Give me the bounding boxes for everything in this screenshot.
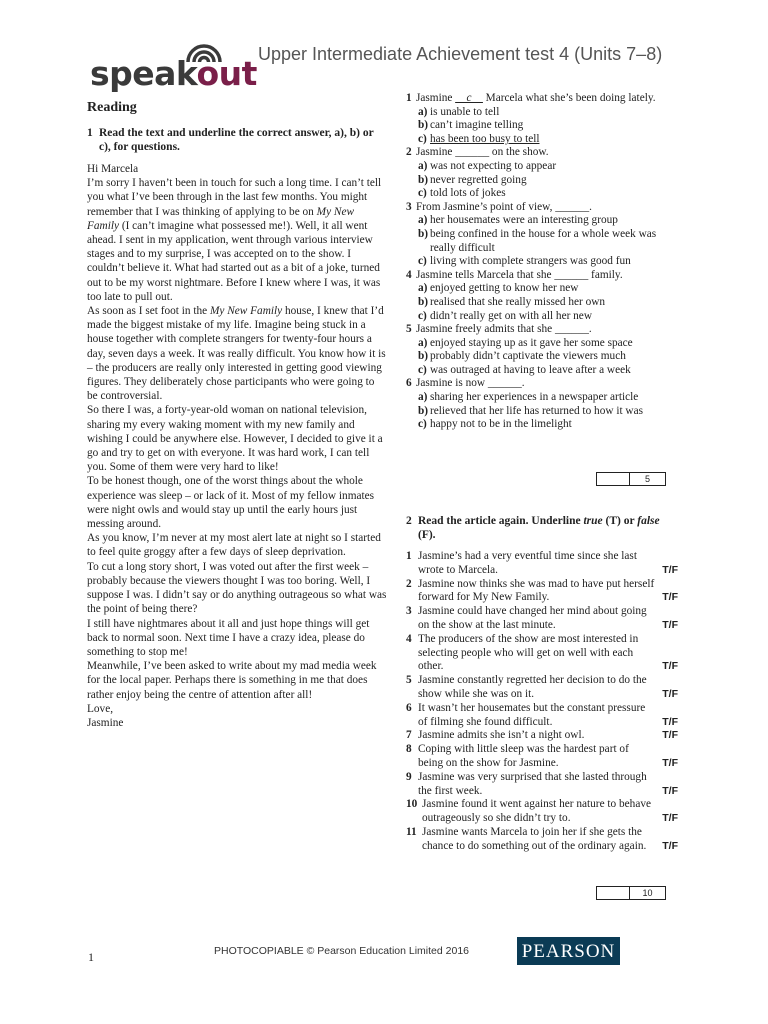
- option-letter: b): [418, 295, 429, 308]
- true-false-item: [406, 550, 678, 578]
- item-number: 4: [406, 632, 412, 645]
- true-false-choice[interactable]: T/F: [662, 839, 678, 852]
- multiple-choice-questions: [406, 92, 678, 432]
- true-false-item: [406, 578, 678, 606]
- letter-paragraph: As soon as I set foot in the My New Family house, I knew that I’d made the biggest mistake of my life. Imagine being stuck in a house together with complete strangers for twenty-four hours a day, seven days a week. It was really difficult. You know how it is – the producers are really only interested in getting good viewing figures. They deliberately chose participants who were going to be controversial.: [87, 305, 386, 403]
- score-total: 5: [644, 474, 650, 484]
- option-text: enjoyed getting to know her new: [430, 282, 579, 295]
- option-letter: c): [418, 255, 427, 268]
- option-letter: a): [418, 214, 428, 227]
- question-number: 5: [406, 323, 412, 336]
- question-stem: Jasmine __c__ Marcela what she’s been doing lately.: [416, 92, 656, 104]
- letter-greeting: Hi Marcela: [87, 163, 139, 175]
- true-false-item: [406, 605, 678, 633]
- option-letter: c): [418, 132, 427, 145]
- true-false-choice[interactable]: T/F: [662, 687, 678, 700]
- letter-paragraph: So there I was, a forty-year-old woman on national television, sharing my every waking moment with my new family and wishing I could be anywhere else. However, I decided to give it a go and try to get on with everyone. It was hard work, I can tell you. Some of them were very hard to like!: [87, 404, 383, 474]
- item-number: 5: [406, 674, 412, 687]
- letter-paragraph: I’m sorry I haven’t been in touch for such a long time. I can’t tell you what I’ve been through in the last few months. You might remember that I was thinking of applying to be on My New Family (I can’t imagine what possessed me!). Well, it all went ahead. I sent in my application, went through various interview stages and to my surprise, I was accepted on to the show. I couldn’t believe it. What had started out as a bit of a joke, turned out to be my worst nightmare. Before I knew where I was, it was too late to pull out.: [87, 177, 382, 303]
- true-false-list: [406, 550, 678, 854]
- answer-option[interactable]: [406, 255, 678, 269]
- option-text: didn’t really get on with all her new: [430, 309, 592, 322]
- item-statement: Coping with little sleep was the hardest part of being on the show for Jasmine.: [418, 743, 629, 769]
- letter-paragraph: Meanwhile, I’ve been asked to write about my mad media week for the local paper. Perhaps there is something in me that does rather enjoy being the centre of attention after all!: [87, 660, 377, 701]
- item-statement: Jasmine admits she isn’t a night owl.: [418, 729, 585, 742]
- show-title: My New Family: [210, 305, 283, 318]
- option-letter: b): [418, 119, 429, 132]
- option-letter: c): [418, 309, 427, 322]
- question: [406, 92, 678, 106]
- answer-option[interactable]: [406, 187, 678, 201]
- answer-option[interactable]: [406, 310, 678, 324]
- letter-signoff: Love,: [87, 702, 114, 715]
- reading-section: [87, 100, 387, 730]
- instruction-text: Read the article again. Underline true (T) or false (F).: [418, 515, 660, 541]
- option-letter: a): [418, 391, 428, 404]
- item-number: 11: [406, 825, 417, 838]
- option-text: sharing her experiences in a newspaper article: [430, 391, 639, 404]
- true-false-choice[interactable]: T/F: [662, 812, 678, 825]
- true-false-item: [406, 743, 678, 771]
- question-stem: Jasmine is now ______.: [416, 377, 525, 390]
- page-number: 1: [88, 950, 94, 964]
- item-number: 7: [406, 729, 412, 742]
- question-number: 2: [406, 146, 412, 159]
- score-blank[interactable]: [597, 473, 630, 485]
- answer-option[interactable]: [406, 405, 678, 419]
- question: [406, 269, 678, 283]
- question: [406, 323, 678, 337]
- item-number: 10: [406, 798, 418, 811]
- item-statement: Jasmine could have changed her mind about going on the show at the last minute.: [418, 605, 647, 631]
- letter-paragraph: To cut a long story short, I was voted out after the first week – probably because the viewers thought I was too boring. Well, I suppose I was. I didn’t say or do anything outrageous so what was the point of being there?: [87, 560, 387, 616]
- score-box-2: [596, 886, 666, 900]
- test-title: Upper Intermediate Achievement test 4 (Units 7–8): [258, 44, 663, 64]
- answer-option[interactable]: [406, 364, 678, 378]
- item-statement: Jasmine now thinks she was mad to have put herself forward for My New Family.: [418, 577, 655, 604]
- letter-paragraph: To be honest though, one of the worst things about the whole experience was sleep – or lack of it. Most of my fellow inmates were night owls and would stay up until the early hours just messing around.: [87, 475, 375, 531]
- item-number: 1: [406, 550, 412, 562]
- option-text: has been too busy to tell: [430, 132, 540, 145]
- question-number: 3: [406, 200, 412, 213]
- option-letter: a): [418, 336, 428, 349]
- question-stem: Jasmine freely admits that she ______.: [416, 323, 592, 336]
- item-statement: Jasmine was very surprised that she lasted through the first week.: [418, 770, 647, 797]
- letter-paragraph: I still have nightmares about it all and just hope things will get back to normal soon. Next time I have a crazy idea, please do something to stop me!: [87, 617, 370, 658]
- option-letter: b): [418, 404, 429, 417]
- answer-blank[interactable]: __c__: [455, 92, 483, 104]
- question-stem: Jasmine ______ on the show.: [416, 146, 549, 159]
- item-statement: It wasn’t her housemates but the constant pressure of filming she found difficult.: [418, 701, 646, 728]
- true-false-section: [406, 514, 678, 854]
- item-statement: The producers of the show are most interested in selecting people who will get on well with each other.: [418, 632, 639, 673]
- answer-option[interactable]: [406, 296, 678, 310]
- copyright-notice: PHOTOCOPIABLE © Pearson Education Limited 2016: [214, 945, 470, 957]
- instruction-2: [406, 514, 678, 542]
- item-number: 8: [406, 743, 412, 756]
- item-number: 9: [406, 770, 412, 783]
- answer-option[interactable]: [406, 119, 678, 133]
- logo-out: out: [196, 54, 257, 93]
- option-text: was outraged at having to leave after a week: [430, 363, 631, 376]
- true-false-choice[interactable]: T/F: [662, 784, 678, 797]
- option-letter: a): [418, 105, 428, 118]
- logo-speak: speak: [90, 54, 197, 93]
- option-text: realised that she really missed her own: [430, 295, 606, 308]
- answer-option[interactable]: [406, 160, 678, 174]
- logo-wordmark: [90, 54, 257, 93]
- instruction-number: 1: [87, 127, 93, 139]
- true-false-item: [406, 729, 678, 743]
- answer-option[interactable]: [406, 337, 678, 351]
- answer-option[interactable]: [406, 133, 678, 147]
- answer-option[interactable]: [406, 228, 678, 255]
- true-false-item: [406, 826, 678, 854]
- true-false-choice[interactable]: T/F: [662, 591, 678, 604]
- item-statement: Jasmine’s had a very eventful time since she last wrote to Marcela.: [418, 550, 637, 576]
- item-number: 3: [406, 605, 412, 618]
- section-title: Reading: [87, 100, 137, 115]
- speakout-logo: [90, 42, 255, 92]
- option-letter: b): [418, 227, 429, 240]
- option-letter: b): [418, 173, 429, 186]
- question: [406, 377, 678, 391]
- item-statement: Jasmine wants Marcela to join her if she gets the chance to do something out of the ordinary again.: [422, 825, 647, 852]
- option-letter: c): [418, 363, 427, 376]
- option-letter: a): [418, 282, 428, 295]
- answer-option[interactable]: [406, 106, 678, 120]
- answer-option[interactable]: [406, 391, 678, 405]
- question-number: 4: [406, 268, 412, 281]
- instruction-text: Read the text and underline the correct answer, a), b) or c), for questions.: [99, 127, 374, 153]
- answer-option[interactable]: [406, 350, 678, 364]
- question-stem: Jasmine tells Marcela that she ______ family.: [416, 268, 623, 281]
- instruction-1: [87, 126, 387, 154]
- show-title: My New Family: [87, 205, 354, 232]
- option-text: told lots of jokes: [430, 187, 506, 200]
- answer-option[interactable]: [406, 418, 678, 432]
- item-statement: Jasmine constantly regretted her decision to do the show while she was on it.: [418, 674, 647, 700]
- option-letter: b): [418, 350, 429, 363]
- option-text: her housemates were an interesting group: [430, 214, 618, 227]
- option-text: enjoyed staying up as it gave her some space: [430, 336, 633, 349]
- answer-option[interactable]: [406, 214, 678, 228]
- option-text: can’t imagine telling: [430, 119, 524, 132]
- question-stem: From Jasmine’s point of view, ______.: [416, 200, 592, 213]
- item-number: 6: [406, 701, 412, 714]
- true-false-choice[interactable]: T/F: [662, 715, 678, 728]
- option-text: probably didn’t captivate the viewers much: [430, 350, 626, 363]
- option-letter: c): [418, 418, 427, 431]
- true-false-item: [406, 633, 678, 674]
- letter-paragraph: As you know, I’m never at my most alert late at night so I started to feel quite groggy after a few days of sleep deprivation.: [87, 532, 381, 559]
- option-letter: c): [418, 187, 427, 200]
- true-false-item: [406, 798, 678, 826]
- option-text: happy not to be in the limelight: [430, 418, 572, 431]
- pearson-logo: PEARSON: [517, 937, 620, 965]
- score-box-1: [596, 472, 666, 486]
- true-false-choice[interactable]: T/F: [662, 756, 678, 769]
- option-text: being confined in the house for a whole week was really difficult: [430, 227, 657, 254]
- letter-text: [87, 162, 387, 730]
- item-statement: Jasmine found it went against her nature to behave outrageously so she didn’t try to.: [422, 798, 652, 825]
- true-false-choice[interactable]: T/F: [662, 563, 678, 576]
- question: [406, 201, 678, 215]
- true-false-choice[interactable]: T/F: [662, 618, 678, 631]
- option-letter: a): [418, 159, 428, 172]
- true-false-item: [406, 771, 678, 799]
- true-false-choice[interactable]: T/F: [662, 729, 678, 742]
- true-false-choice[interactable]: T/F: [662, 660, 678, 673]
- letter-signature: Jasmine: [87, 716, 124, 729]
- question: [406, 146, 678, 160]
- instruction-number: 2: [406, 515, 412, 527]
- score-total: 10: [642, 888, 653, 898]
- option-text: never regretted going: [430, 173, 527, 186]
- question-number: 1: [406, 92, 412, 104]
- true-false-item: [406, 702, 678, 730]
- option-text: was not expecting to appear: [430, 159, 557, 172]
- answer-option[interactable]: [406, 174, 678, 188]
- option-text: relieved that her life has returned to how it was: [430, 404, 643, 417]
- answer-option[interactable]: [406, 282, 678, 296]
- question-number: 6: [406, 377, 412, 390]
- true-false-item: [406, 674, 678, 702]
- option-text: is unable to tell: [430, 105, 500, 118]
- option-text: living with complete strangers was good fun: [430, 255, 631, 268]
- score-blank[interactable]: [597, 887, 630, 899]
- item-number: 2: [406, 577, 412, 590]
